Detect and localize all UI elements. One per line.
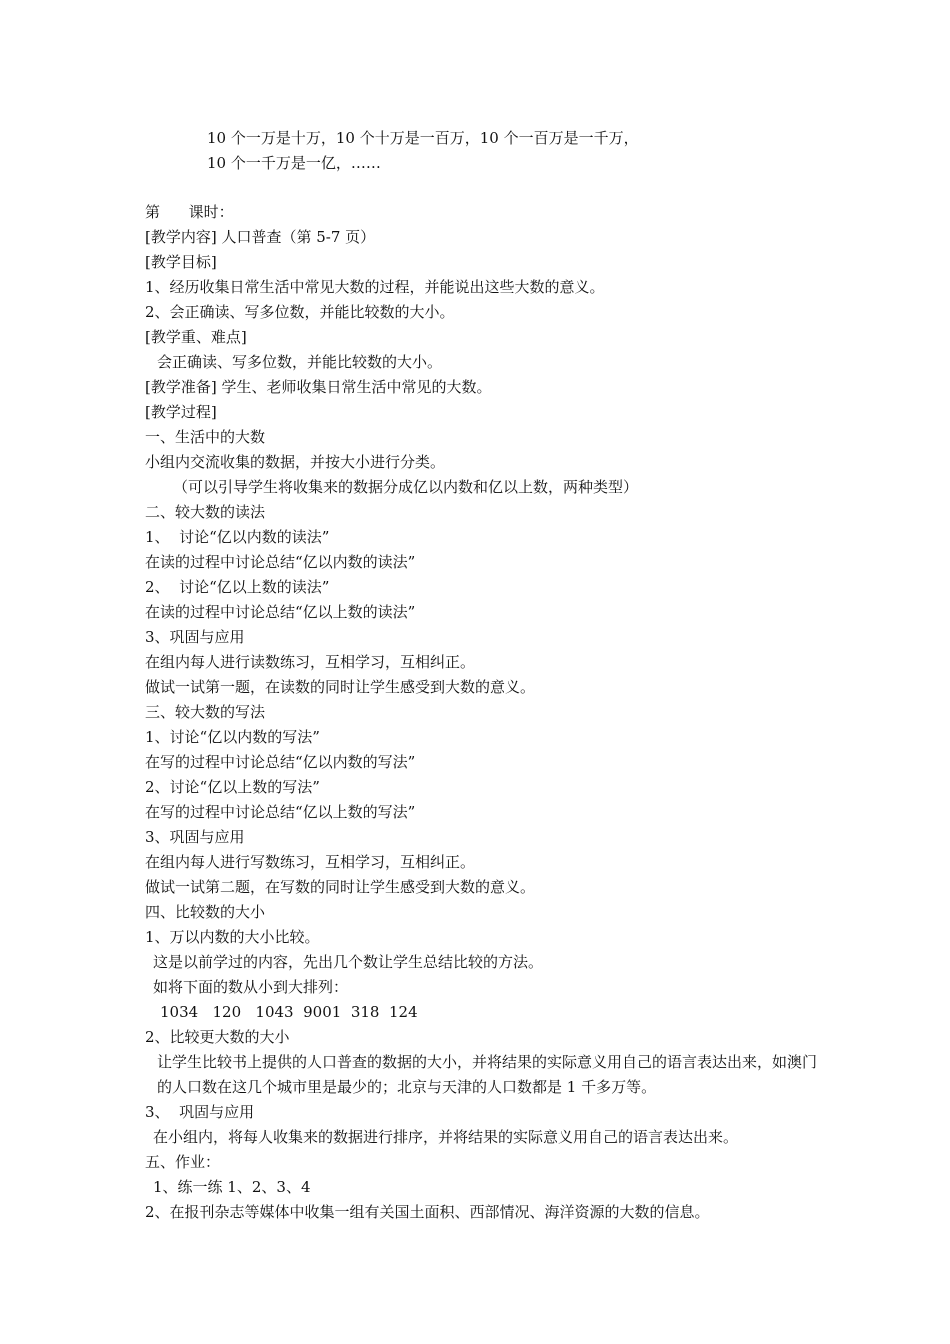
section-2-line: 2、 讨论“亿以上数的读法” xyxy=(145,578,330,596)
section-4-item-3: 3、 巩固与应用 xyxy=(145,1103,255,1121)
section-3-line: 在写的过程中讨论总结“亿以内数的写法” xyxy=(145,753,416,771)
key-points-heading: [教学重、难点] xyxy=(145,328,247,346)
section-4-item-3-text: 在小组内，将每人收集来的数据进行排序，并将结果的实际意义用自己的语言表达出来。 xyxy=(153,1128,739,1146)
section-2-line: 做试一试第一题，在读数的同时让学生感受到大数的意义。 xyxy=(145,678,536,696)
section-2-title: 二、较大数的读法 xyxy=(145,503,266,521)
section-4-item-1-text: 这是以前学过的内容，先出几个数让学生总结比较的方法。 xyxy=(153,953,544,971)
section-3-title: 三、较大数的写法 xyxy=(145,703,266,721)
section-5-title: 五、作业： xyxy=(145,1153,221,1171)
intro-block xyxy=(207,126,639,176)
section-1-title: 一、生活中的大数 xyxy=(145,428,266,446)
section-3-line: 在写的过程中讨论总结“亿以上数的写法” xyxy=(145,803,416,821)
process-heading: [教学过程] xyxy=(145,403,217,421)
goals-heading: [教学目标] xyxy=(145,253,217,271)
section-2-line: 在读的过程中讨论总结“亿以内数的读法” xyxy=(145,553,416,571)
lesson-content: [教学内容] 人口普查（第 5-7 页） xyxy=(145,228,376,246)
intro-line-2: 10 个一千万是一亿，…… xyxy=(207,154,381,172)
section-4-title: 四、比较数的大小 xyxy=(145,903,266,921)
section-1-note: （可以引导学生将收集来的数据分成亿以内数和亿以上数，两种类型） xyxy=(173,478,639,496)
section-2-line: 3、巩固与应用 xyxy=(145,628,245,646)
section-3-line: 1、讨论“亿以内数的写法” xyxy=(145,728,320,746)
lesson-period: 第 课时： xyxy=(145,203,234,221)
section-3-line: 3、巩固与应用 xyxy=(145,828,245,846)
key-points-text: 会正确读、写多位数，并能比较数的大小。 xyxy=(157,353,443,371)
goal-item: 1、经历收集日常生活中常见大数的过程，并能说出这些大数的意义。 xyxy=(145,278,605,296)
section-3-line: 做试一试第二题，在写数的同时让学生感受到大数的意义。 xyxy=(145,878,536,896)
section-4-item-1: 1、万以内数的大小比较。 xyxy=(145,928,320,946)
section-4-item-1-example: 如将下面的数从小到大排列： xyxy=(153,978,349,996)
section-3-line: 在组内每人进行写数练习，互相学习，互相纠正。 xyxy=(145,853,476,871)
section-4-item-2: 2、比较更大数的大小 xyxy=(145,1028,290,1046)
lesson-plan-body xyxy=(145,200,825,1225)
intro-line-1: 10 个一万是十万，10 个十万是一百万，10 个一百万是一千万， xyxy=(207,129,639,147)
section-2-line: 1、 讨论“亿以内数的读法” xyxy=(145,528,330,546)
homework-item-2: 2、在报刊杂志等媒体中收集一组有关国土面积、西部情况、海洋资源的大数的信息。 xyxy=(145,1203,710,1221)
section-1-text: 小组内交流收集的数据，并按大小进行分类。 xyxy=(145,453,446,471)
number-list: 1034 120 1043 9001 318 124 xyxy=(160,1003,418,1021)
section-4-item-2-text: 让学生比较书上提供的人口普查的数据的大小，并将结果的实际意义用自己的语言表达出来，如澳门的人口数在这几个城市里是最少的；北京与天津的人口数都是 1 千多万等。 xyxy=(157,1053,818,1096)
section-2-line: 在组内每人进行读数练习，互相学习，互相纠正。 xyxy=(145,653,476,671)
preparation: [教学准备] 学生、老师收集日常生活中常见的大数。 xyxy=(145,378,492,396)
section-3-line: 2、讨论“亿以上数的写法” xyxy=(145,778,320,796)
section-2-line: 在读的过程中讨论总结“亿以上数的读法” xyxy=(145,603,416,621)
goal-item: 2、会正确读、写多位数，并能比较数的大小。 xyxy=(145,303,455,321)
homework-item-1: 1、练一练 1、2、3、4 xyxy=(153,1178,311,1196)
